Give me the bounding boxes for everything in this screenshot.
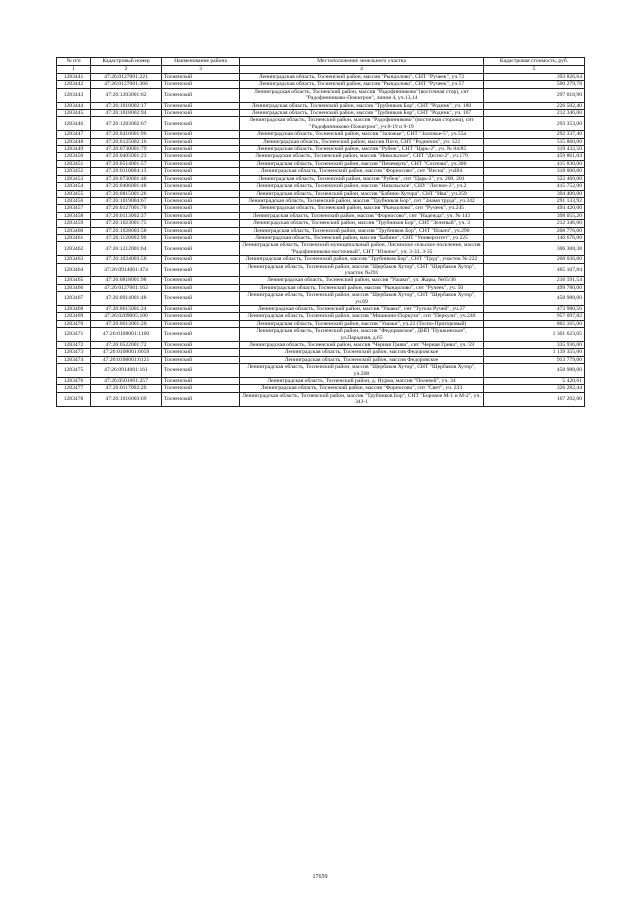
table-row (57, 146, 585, 153)
table-row (57, 197, 585, 204)
cadastral-value: 465 107,84 (484, 263, 585, 277)
cadastral-value: 802 165,00 (484, 320, 585, 327)
plot-location: Ленинградская область, Тосненский район, массив "Рындолово", СНТ "Ручеек", уч 57 (240, 81, 484, 88)
table-row (57, 349, 585, 356)
cadastral-value: 335 936,00 (484, 342, 585, 349)
cadastral-value: 415 752,00 (484, 183, 585, 190)
row-number: 1283472 (57, 342, 91, 349)
district-name: Тосненский (162, 378, 240, 385)
cadastral-value: 494 420,00 (484, 205, 585, 212)
row-number: 1283468 (57, 306, 91, 313)
cadastral-number: 47:26:0615001:24 (91, 306, 162, 313)
plot-location: Ленинградская область, Тосненский район, массив "Форносово", снт "Свет", уч. 233 (240, 385, 484, 392)
cadastral-value: 393 826,64 (484, 74, 585, 81)
plot-location: Ленинградская область, Тосненский район, массив "Рубеж", СНТ "Царь-2", уч. № 84/85 (240, 146, 484, 153)
district-name: Тосненский (162, 220, 240, 227)
district-name: Тосненский (162, 385, 240, 392)
plot-location: Ленинградская область, Тосненский район, массив "Печеверть", СНТ "Соснова", уч.306 (240, 160, 484, 167)
cadastral-number: 47:26:1024003:58 (91, 256, 162, 263)
cadastral-number: 47:26:0730001:79 (91, 146, 162, 153)
table-row (57, 138, 585, 145)
cadastral-number: 47:26:0113002:37 (91, 212, 162, 219)
plot-location: Ленинградская область, Тосненский район, массив "Радофинниково" (восточная сторона), снт "Радофинниково-Пожигрои", уч 8-19 и 9-19 (240, 117, 484, 131)
cadastral-number: 47:26:1018002:94 (91, 110, 162, 117)
district-name: Тосненский (162, 242, 240, 256)
row-number: 1283475 (57, 364, 91, 378)
plot-location: Ленинградская область, Тосненский район, массив "Радофинниково"(восточная стор), снт "Радофинниково-Пожигрои", линия 4, уч.13,14 (240, 88, 484, 102)
cadastral-number: 47:26:1023001:75 (91, 220, 162, 227)
column-number: 3 (162, 66, 240, 74)
row-number: 1283471 (57, 328, 91, 342)
cadastral-value: 291 133,92 (484, 197, 585, 204)
cadastral-value-table (56, 57, 585, 407)
cadastral-value: 500 279,78 (484, 81, 585, 88)
district-name: Тосненский (162, 256, 240, 263)
cadastral-number: 47:26:0914001:474 (91, 263, 162, 277)
cadastral-value: 292 337,40 (484, 131, 585, 138)
row-number: 1283449 (57, 146, 91, 153)
row-number: 1283464 (57, 263, 91, 277)
row-number: 1283467 (57, 292, 91, 306)
table-row (57, 117, 585, 131)
table-row (57, 313, 585, 320)
row-number: 1283459 (57, 220, 91, 227)
table-row (57, 356, 585, 363)
table-row (57, 160, 585, 167)
table-row (57, 102, 585, 109)
row-number: 1283476 (57, 378, 91, 385)
cadastral-value: 398 055,20 (484, 212, 585, 219)
district-name: Тосненский (162, 183, 240, 190)
district-name: Тосненский (162, 110, 240, 117)
cadastral-value: 458 988,00 (484, 364, 585, 378)
plot-location: Ленинградская область, Тосненский район, массив "Ушаки", уч.22 (Тосно-Приторовый) (240, 320, 484, 327)
table-row (57, 256, 585, 263)
cadastral-number: 47:26:1212001:64 (91, 242, 162, 256)
district-name: Тосненский (162, 212, 240, 219)
row-number: 1283462 (57, 242, 91, 256)
cadastral-number: 47:26:0815001:26 (91, 190, 162, 197)
cadastral-value: 5 420,61 (484, 378, 585, 385)
table-header-row (57, 58, 585, 66)
district-name: Тосненский (162, 160, 240, 167)
table-row (57, 227, 585, 234)
row-number: 1283474 (57, 356, 91, 363)
table-row (57, 378, 585, 385)
cadastral-number: 47:26:0108001:6121 (91, 356, 162, 363)
row-number: 1283448 (57, 138, 91, 145)
cadastral-number: 47:26:0416001:96 (91, 131, 162, 138)
header-row-number: № п/п (57, 58, 91, 66)
cadastral-number: 47:26:0209005:100 (91, 313, 162, 320)
cadastral-value: 415 830,00 (484, 160, 585, 167)
table-row (57, 183, 585, 190)
plot-location: Ленинградская область, Тосненский муниципальный район, Лисинское сельское поселение, массив "Радофинниково-восточный", СНТ "Южное", уч. 3-33, 3-35 (240, 242, 484, 256)
table-row (57, 81, 585, 88)
table-row (57, 392, 585, 406)
cadastral-number: 47:26:0914001:48 (91, 292, 162, 306)
row-number: 1283444 (57, 102, 91, 109)
cadastral-number: 47:26:0730001:46 (91, 175, 162, 182)
plot-location: Ленинградская область, Тосненский район, массив "Ушаки", ул. Жары, №65/36 (240, 277, 484, 284)
plot-location: Ленинградская область, Тосненский район, массив "Никольское", СНУ "Лесное-3", уч.2 (240, 183, 484, 190)
table-row (57, 284, 585, 291)
cadastral-number: 47:26:0108001:6059 (91, 349, 162, 356)
table-row (57, 220, 585, 227)
plot-location: Ленинградская область, Тосненский район, массив "Трубников Бор", СНТ "Родник", уч. 167 (240, 110, 484, 117)
row-number: 1283447 (57, 131, 91, 138)
cadastral-number: 47:26:1018002:17 (91, 102, 162, 109)
header-cadastral-number: Кадастровый номер (91, 58, 162, 66)
district-name: Тосненский (162, 356, 240, 363)
plot-location: Ленинградская область, Тосненский район, массив "Никольское", СНТ "Десно-2", уч.179 (240, 153, 484, 160)
district-name: Тосненский (162, 227, 240, 234)
cadastral-value: 306 308,38 (484, 242, 585, 256)
plot-location: Ленинградская область, Тосненский район, массив "Трубников Бор", СНТ "Ильич", уч.290 (240, 227, 484, 234)
district-name: Тосненский (162, 81, 240, 88)
cadastral-value: 458 988,00 (484, 292, 585, 306)
cadastral-value: 913 779,00 (484, 356, 585, 363)
plot-location: Ленинградская область, Тосненский район, массив "Мишкино-Поркузи", снт "Перкузи", уч.240 (240, 313, 484, 320)
plot-location: Ленинградская область, Тосненский район, массив "Трубников Бор", снт "Знамя труда", уч.342 (240, 197, 484, 204)
district-name: Тосненский (162, 88, 240, 102)
cadastral-number: 47:26:1203002:67 (91, 117, 162, 131)
table-row (57, 328, 585, 342)
cadastral-value: 957 097,82 (484, 313, 585, 320)
cadastral-number: 47:26:0127001:221 (91, 74, 162, 81)
district-name: Тосненский (162, 117, 240, 131)
plot-location: Ленинградская область, Тосненский район, массив "Щербаков Хутор", СНТ "Щербаков Хутор", уч.208 (240, 364, 484, 378)
cadastral-number: 47:26:0405001:23 (91, 153, 162, 160)
plot-location: Ленинградская область, Тосненский район, массив "Щербаков Хутор", СНТ "Щербаков Хутор", участок №291 (240, 263, 484, 277)
row-number: 1283454 (57, 183, 91, 190)
cadastral-number: 47:26:0117002:20 (91, 385, 162, 392)
plot-location: Ленинградская область, Тосненский район, массив Поги, СНТ "Родничок", уч. 122 (240, 138, 484, 145)
district-name: Тосненский (162, 102, 240, 109)
column-number: 2 (91, 66, 162, 74)
district-name: Тосненский (162, 277, 240, 284)
cadastral-value: 1 139 355,00 (484, 349, 585, 356)
cadastral-number: 47:26:1028003:58 (91, 227, 162, 234)
row-number: 1283473 (57, 349, 91, 356)
row-number: 1283453 (57, 175, 91, 182)
table-row (57, 306, 585, 313)
row-number: 1283450 (57, 153, 91, 160)
cadastral-value: 318 000,00 (484, 168, 585, 175)
table-row (57, 175, 585, 182)
row-number: 1283456 (57, 197, 91, 204)
district-name: Тосненский (162, 153, 240, 160)
row-number: 1283445 (57, 110, 91, 117)
plot-location: Ленинградская область, Тосненский район, массив "Федоровское", ДНП "Пушкинское", ул.Парадная, д.65 (240, 328, 484, 342)
cadastral-value: 208 776,00 (484, 227, 585, 234)
cadastral-number: 47:26:0818001:98 (91, 277, 162, 284)
row-number: 1283478 (57, 392, 91, 406)
table-row (57, 190, 585, 197)
cadastral-value: 459 861,04 (484, 153, 585, 160)
cadastral-value: 499 780,00 (484, 284, 585, 291)
cadastral-number: 47:26:0108001:1100 (91, 328, 162, 342)
plot-location: Ленинградская область, Тосненский район, массив "Рындолово", снт "Ручеек", уч. 50 (240, 284, 484, 291)
district-name: Тосненский (162, 292, 240, 306)
table-row (57, 88, 585, 102)
column-number: 1 (57, 66, 91, 74)
district-name: Тосненский (162, 263, 240, 277)
plot-location: Ленинградская область, Тосненский район, массив "Заложье", СНТ "Заложье-5", уч.55а (240, 131, 484, 138)
district-name: Тосненский (162, 168, 240, 175)
plot-location: Ленинградская область, Тосненский район, массив "Бабино-Хутора", СНТ "Ива", уч.259 (240, 190, 484, 197)
plot-location: Ленинградская область, Тосненский район, массив "Рындолово", снт "Ручеек", уч.245 (240, 205, 484, 212)
cadastral-number: 47:26:0613001:20 (91, 320, 162, 327)
district-name: Тосненский (162, 328, 240, 342)
cadastral-value: 473 980,56 (484, 306, 585, 313)
cadastral-value: 319 432,50 (484, 146, 585, 153)
cadastral-value: 297 018,90 (484, 88, 585, 102)
table-row (57, 342, 585, 349)
cadastral-number: 47:26:0514001:57 (91, 160, 162, 167)
cadastral-value: 322 460,00 (484, 175, 585, 182)
cadastral-number: 47:26:0914001:161 (91, 364, 162, 378)
table-row (57, 320, 585, 327)
table-row (57, 168, 585, 175)
row-number: 1283455 (57, 190, 91, 197)
plot-location: Ленинградская область, Тосненский район, массив "Рындолово", СНТ "Ручеек", уч.72 (240, 74, 484, 81)
district-name: Тосненский (162, 190, 240, 197)
cadastral-value: 1 301 623,05 (484, 328, 585, 342)
plot-location: Ленинградская область, Тосненский район, массив Федоровское (240, 356, 484, 363)
cadastral-value: 146 676,00 (484, 234, 585, 241)
table-row (57, 131, 585, 138)
plot-location: Ленинградская область, Тосненский район, массив "Черная Грива", снт "Черная Грива", уч. 59 (240, 342, 484, 349)
cadastral-number: 47:26:0125002:16 (91, 138, 162, 145)
cadastral-value: 216 191,54 (484, 277, 585, 284)
row-number: 1283452 (57, 168, 91, 175)
plot-location: Ленинградская область, Тосненский район, массив "Трубников Бор", СНТ "Зеленый", уч. 3 (240, 220, 484, 227)
column-number: 5 (484, 66, 585, 74)
cadastral-number: 47:26:0127001:366 (91, 81, 162, 88)
cadastral-number: 47:26:0127001:70 (91, 205, 162, 212)
cadastral-value: 167 202,00 (484, 392, 585, 406)
table-row (57, 212, 585, 219)
row-number: 1283460 (57, 227, 91, 234)
row-number: 1283457 (57, 205, 91, 212)
plot-location: Ленинградская область, Тосненский район, массив "Форносово", снт "Надежда", уч. № 141 (240, 212, 484, 219)
district-name: Тосненский (162, 284, 240, 291)
cadastral-value: 226 502,40 (484, 102, 585, 109)
district-name: Тосненский (162, 74, 240, 81)
header-district: Наименование района (162, 58, 240, 66)
row-number: 1283461 (57, 234, 91, 241)
district-name: Тосненский (162, 349, 240, 356)
header-location: Местоположение земельного участка (240, 58, 484, 66)
plot-location: Ленинградская область, Тосненский район, массив "Форносово", снт "Весна", уч404 (240, 168, 484, 175)
district-name: Тосненский (162, 197, 240, 204)
plot-location: Ленинградская область, Тосненский район, массив "Щербаков Хутор", СНТ "Щербаков Хутор", уч.69 (240, 292, 484, 306)
plot-location: Ленинградская область, Тосненский район, массив "Трубников Бор", СНТ "Боровое М-1 и М-2", уч. 343-1 (240, 392, 484, 406)
cadastral-value: 208 036,00 (484, 256, 585, 263)
cadastral-number: 47:26:1120002:90 (91, 234, 162, 241)
table-row (57, 153, 585, 160)
table-row (57, 242, 585, 256)
cadastral-value: 212 346,00 (484, 220, 585, 227)
row-number: 1283466 (57, 284, 91, 291)
table-row (57, 277, 585, 284)
row-number: 1283465 (57, 277, 91, 284)
row-number: 1283477 (57, 385, 91, 392)
plot-location: Ленинградская область, Тосненский район, массив "Рубеж", снт "Царь-2", уч. 200, 201 (240, 175, 484, 182)
cadastral-value: 326 282,44 (484, 385, 585, 392)
column-number: 4 (240, 66, 484, 74)
row-number: 1283442 (57, 81, 91, 88)
cadastral-number: 47:26:0522001:72 (91, 342, 162, 349)
district-name: Тосненский (162, 131, 240, 138)
district-name: Тосненский (162, 138, 240, 145)
district-name: Тосненский (162, 146, 240, 153)
district-name: Тосненский (162, 320, 240, 327)
table-row (57, 234, 585, 241)
plot-location: Ленинградская область, Тосненский район, массив "Трубников Бор", СНТ "Труд", участок № 222 (240, 256, 484, 263)
table-row (57, 263, 585, 277)
row-number: 1283463 (57, 256, 91, 263)
district-name: Тосненский (162, 364, 240, 378)
row-number: 1283458 (57, 212, 91, 219)
cadastral-value: 515 860,00 (484, 138, 585, 145)
district-name: Тосненский (162, 313, 240, 320)
cadastral-value: 394 400,00 (484, 190, 585, 197)
plot-location: Ленинградская область, Тосненский район, д. Нурма, массив "Полевой", уч. 34 (240, 378, 484, 385)
table-row (57, 205, 585, 212)
table-column-number-row (57, 66, 585, 74)
row-number: 1283451 (57, 160, 91, 167)
table-row (57, 364, 585, 378)
plot-location: Ленинградская область, Тосненский район, массив "Бабино", СНТ "Университет", уч 225 (240, 234, 484, 241)
cadastral-number: 47:26:0406001:48 (91, 183, 162, 190)
row-number: 1283443 (57, 88, 91, 102)
page-number: 17659 (312, 874, 328, 880)
cadastral-value: 212 346,00 (484, 110, 585, 117)
table-row (57, 292, 585, 306)
table-row (57, 74, 585, 81)
district-name: Тосненский (162, 205, 240, 212)
cadastral-number: 47:26:0127001:162 (91, 284, 162, 291)
cadastral-number: 47:26:0501001:257 (91, 378, 162, 385)
plot-location: Ленинградская область, Тосненский район, массив "Трубников Бор", СНТ "Родник", уч. 180 (240, 102, 484, 109)
cadastral-number: 47:26:1016003:69 (91, 392, 162, 406)
cadastral-number: 47:26:0110004:13 (91, 168, 162, 175)
district-name: Тосненский (162, 175, 240, 182)
table-body (57, 74, 585, 407)
header-cadastral-value: Кадастровая стоимость, руб. (484, 58, 585, 66)
table-row (57, 110, 585, 117)
district-name: Тосненский (162, 234, 240, 241)
plot-location: Ленинградская область, Тосненский район, массив Федоровское (240, 349, 484, 356)
district-name: Тосненский (162, 392, 240, 406)
row-number: 1283470 (57, 320, 91, 327)
plot-location: Ленинградская область, Тосненский район, массив "Ушаки", снт "Тугола Ручей", уч.27 (240, 306, 484, 313)
cadastral-number: 47:26:1019004:67 (91, 197, 162, 204)
row-number: 1283441 (57, 74, 91, 81)
district-name: Тосненский (162, 306, 240, 313)
district-name: Тосненский (162, 342, 240, 349)
cadastral-value: 293 353,00 (484, 117, 585, 131)
row-number: 1283469 (57, 313, 91, 320)
cadastral-number: 47:26:1203001:62 (91, 88, 162, 102)
row-number: 1283446 (57, 117, 91, 131)
table-row (57, 385, 585, 392)
